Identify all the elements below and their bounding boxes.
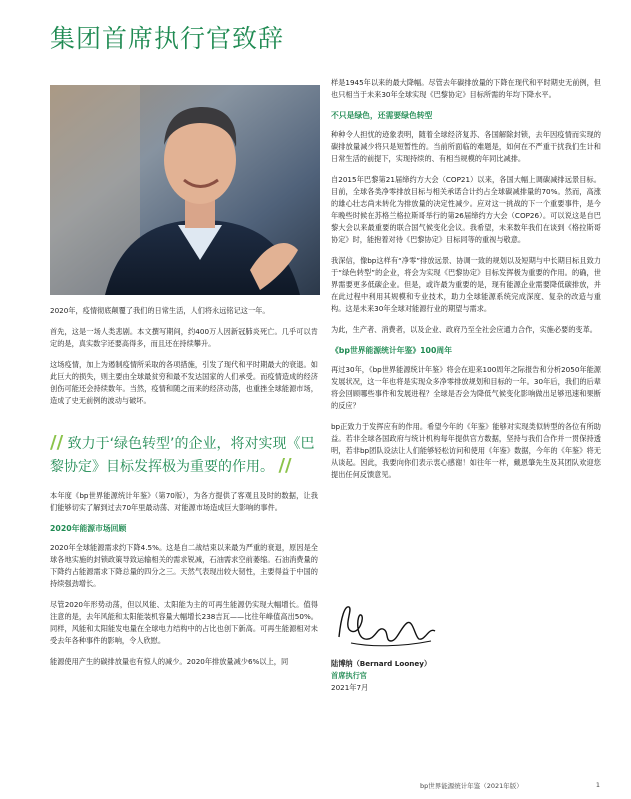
ceo-title: 首席执行官 <box>331 671 367 680</box>
page-number: 1 <box>595 781 600 789</box>
body-paragraph: 尽管2020年形势动荡，但以风能、太阳能为主的可再生能源仍实现大幅增长。值得注意的是，去年风能和太阳能装机容量大幅增长238吉瓦——比往年峰值高出50%。同样，风能和太阳能发电量在全球电力结构中的占比也创下新高。可再生能源相对未受去年各种事件的影响，令人欣慰。 <box>50 600 318 645</box>
body-paragraph: 我深信，像bp这样有“净零”排放远景、协调一致的规划以及短期与中长期目标且致力于“绿色转型”的企业，将会为实现《巴黎协定》目标发挥极为重要的作用。的确，世界需要更多低碳企业。但是，或许最为重要的是，现有能源企业需要降低碳排放，并在此过程中利用其规模和专业技术，助力全球能源系统完成深度、复杂的改造与重构。这是未来30年全球对能源行业的期望与需求。 <box>331 256 601 313</box>
body-paragraph: 再过30年，《bp世界能源统计年鉴》将会在迎来100周年之际报告和分析2050年能源发展状况，这一年也将是实现众多净零排放规划和目标的一年。30年后，我们的后辈将会回顾哪些事件和发展进程？全球是否会为降低气候变化影响做出足够迅速和果断的反应？ <box>331 365 601 410</box>
body-paragraph: 种种令人担忧的迹象表明，随着全球经济复苏、各国解除封锁，去年因疫情而实现的碳排放量减少将只是短暂性的。当前所面临的难题是，如何在不严重干扰我们生计和日常生活的前提下，实现持续的、有相当规模的年同比减排。 <box>331 130 601 163</box>
right-column <box>331 77 601 490</box>
body-paragraph: 自2015年巴黎第21届缔约方大会（COP21）以来，各国大幅上调碳减排远景目标。目前，全球各类净零排放目标与相关承诺合计约占全球碳减排量的70%。然而，高涨的雄心壮志尚未转化为排放量的决定性减少。应对这一挑战的下一个重要事件，是今年晚些时候在苏格兰格拉斯哥举行的第26届缔约方大会（COP26）。可以说这是自巴黎大会以来最重要的联合国气候变化会议。我希望，未来数年我们在谈到《格拉斯哥协定》时，能抱着对待《巴黎协定》目标同等的重视与敬意。 <box>331 175 601 244</box>
body-paragraph: 能源使用产生的碳排放量也有惊人的减少。2020年排放量减少6%以上，同 <box>50 657 289 666</box>
section-heading-100th-anniversary: 《bp世界能源统计年鉴》100周年 <box>331 346 452 355</box>
body-paragraph: 为此，生产者、消费者，以及企业、政府乃至全社会应通力合作，实施必要的变革。 <box>331 325 597 334</box>
left-column <box>50 305 318 677</box>
body-paragraph: 首先，这是一场人类悲剧。本文撰写期间，约400万人因新冠肺炎死亡。几乎可以肯定的是，真实数字还要高得多，而且还在持续攀升。 <box>50 327 318 348</box>
letter-date: 2021年7月 <box>331 683 369 692</box>
ceo-name: 陆博纳（Bernard Looney） <box>331 659 432 668</box>
section-heading-green-transition: 不只是绿色，还需要绿色转型 <box>331 111 433 120</box>
body-paragraph: 这场疫情，加上为遏制疫情所采取的各项措施，引发了现代和平时期最大的衰退。如此巨大的损失，则主要由全球最贫穷和最不发达国家的人们承受。而疫情造成的经济创伤可能还会持续数年。当然，疫情和随之而来的经济动荡，也重挫全球能源市场，造成了史无前例的波动与破坏。 <box>50 360 318 405</box>
portrait-illustration <box>50 85 320 295</box>
body-paragraph: 2020年全球能源需求约下降4.5%。这是自二战结束以来最为严重的衰退，原因是全球各地实施的封锁政策导致运输相关的需求锐减，石油需求空前萎缩。石油消费量的下降约占能源需求下降总量的四分之三。天然气表现出较大韧性，主要得益于中国的持续强劲增长。 <box>50 543 318 588</box>
quote-close-icon: // <box>278 455 292 476</box>
body-paragraph: 2020年，疫情彻底颠覆了我们的日常生活，人们将永远铭记这一年。 <box>50 306 270 315</box>
body-paragraph: 本年度《bp世界能源统计年鉴》（第70版），为各方提供了客观且及时的数据，让我们能够切实了解到过去70年里最动荡、对能源市场造成巨大影响的事件。 <box>50 491 318 512</box>
page-footer <box>420 781 600 790</box>
body-paragraph: bp正致力于发挥应有的作用。希望今年的《年鉴》能够对实现类似转型的各位有所助益。若非全球各国政府与统计机构每年提供官方数据，坚持与我们合作并一贯保持透明，若非bp团队设法让人们能够轻松访问和使用《年鉴》数据，今年的《年鉴》将无从谈起。因此，我要向你们表示衷心感谢！如往年一样，戴恩肇先生及其团队欢迎您提出任何反馈意见。 <box>331 422 601 479</box>
handwritten-signature <box>331 597 443 657</box>
body-paragraph: 样是1945年以来的最大降幅。尽管去年碳排放量的下降在现代和平时期史无前例，但也只相当于未来30年全球实现《巴黎协定》目标所需的年均下降水平。 <box>331 78 601 99</box>
signature-block <box>331 658 431 694</box>
quote-open-icon: // <box>50 432 64 453</box>
section-heading-market-review: 2020年能源市场回顾 <box>50 524 127 533</box>
ceo-photo <box>50 85 320 295</box>
page-title: 集团首席执行官致辞 <box>50 24 285 53</box>
publication-name: bp世界能源统计年鉴（2021年版） <box>420 782 523 790</box>
pull-quote <box>50 432 320 478</box>
pull-quote-text: 致力于‘绿色转型’的企业，将对实现《巴黎协定》目标发挥极为重要的作用。 <box>50 436 315 475</box>
